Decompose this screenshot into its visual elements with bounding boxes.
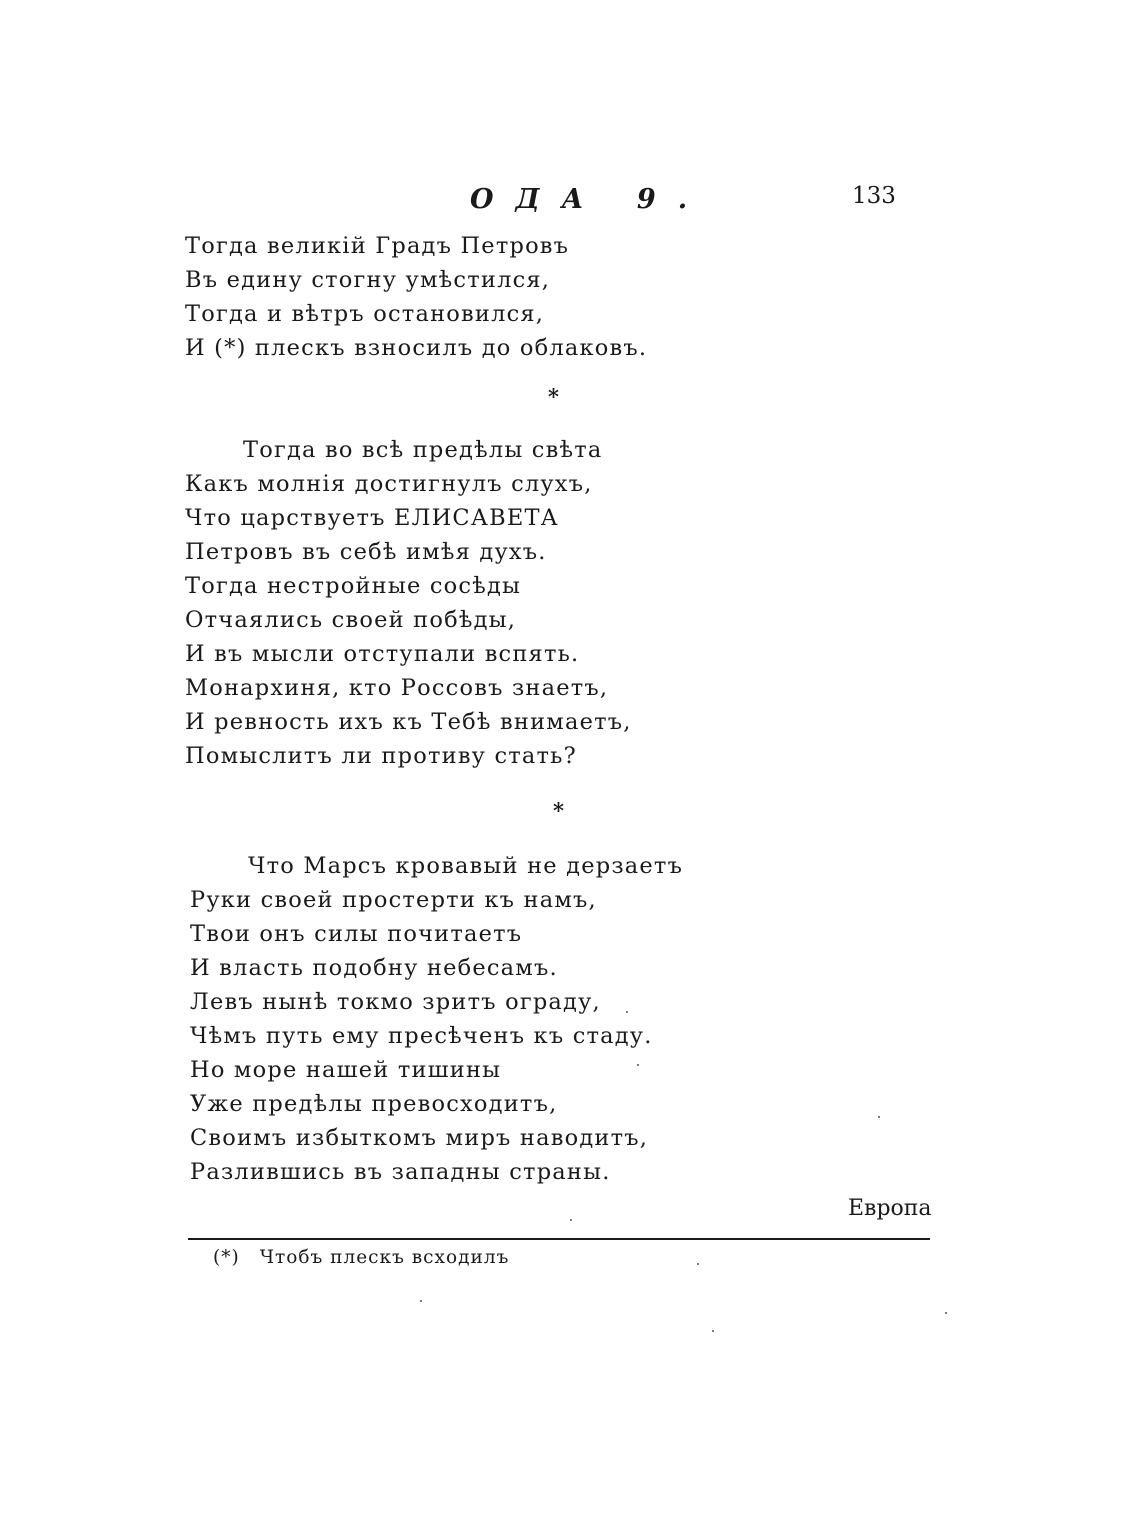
stanza-separator: * (548, 384, 559, 409)
verse-line: Монархиня, кто Россовъ знаетъ, (185, 675, 609, 701)
verse-line: Отчаялись своей побѣды, (185, 607, 517, 633)
page-number: 133 (852, 183, 896, 209)
verse-line: Тогда великій Градъ Петровъ (185, 233, 570, 259)
verse-line: Левъ нынѣ токмо зритъ ограду, (190, 989, 601, 1015)
scan-speck (878, 1116, 880, 1118)
stanza-separator: * (553, 798, 564, 823)
verse-line: Петровъ въ себѣ имѣя духъ. (185, 539, 547, 565)
scan-speck (570, 1219, 572, 1221)
footnote-rule (188, 1238, 930, 1240)
verse-line: И (*) плескъ взносилъ до облаковъ. (185, 335, 648, 361)
footnote (213, 1247, 509, 1268)
verse-line: Какъ молнія достигнулъ слухъ, (185, 471, 593, 497)
scan-speck (945, 1312, 947, 1314)
verse-line: Помыслитъ ли противу стать? (185, 743, 577, 769)
verse-line: И власть подобну небесамъ. (190, 955, 558, 981)
verse-line: Чѣмъ путь ему пресѣченъ къ стаду. (190, 1023, 653, 1049)
verse-line: И ревность ихъ къ Тебѣ внимаетъ, (185, 709, 632, 735)
catchword: Европа (848, 1196, 932, 1221)
verse-line: И въ мысли отступали вспять. (185, 641, 580, 667)
verse-line: Тогда и вѣтръ остановился, (185, 301, 545, 327)
running-head-title: ОДА 9. (470, 184, 710, 215)
verse-line: Тогда нестройные сосѣды (185, 573, 522, 599)
verse-line: Твои онъ силы почитаетъ (190, 921, 523, 947)
verse-line: Руки своей простерти къ намъ, (190, 887, 597, 913)
scan-speck (637, 1064, 639, 1066)
verse-line: Что царствуетъ ЕЛИСАВЕТА (185, 505, 559, 531)
footnote-mark: (*) (213, 1247, 240, 1268)
verse-line: Тогда во всѣ предѣлы свѣта (243, 437, 603, 463)
verse-line: Уже предѣлы превосходитъ, (190, 1091, 558, 1117)
verse-line: Своимъ избыткомъ миръ наводитъ, (190, 1125, 649, 1151)
scan-speck (420, 1300, 422, 1302)
scan-speck (697, 1263, 699, 1265)
verse-line: Но море нашей тишины (190, 1057, 502, 1083)
verse-line: Въ едину стогну умѣстился, (185, 267, 551, 293)
scan-speck (712, 1330, 714, 1332)
verse-line: Что Марсъ кровавый не дерзаетъ (248, 853, 684, 879)
scan-speck (626, 1011, 628, 1013)
footnote-text: Чтобъ плескъ всходилъ (259, 1247, 510, 1268)
verse-line: Разлившись въ западны страны. (190, 1159, 611, 1185)
